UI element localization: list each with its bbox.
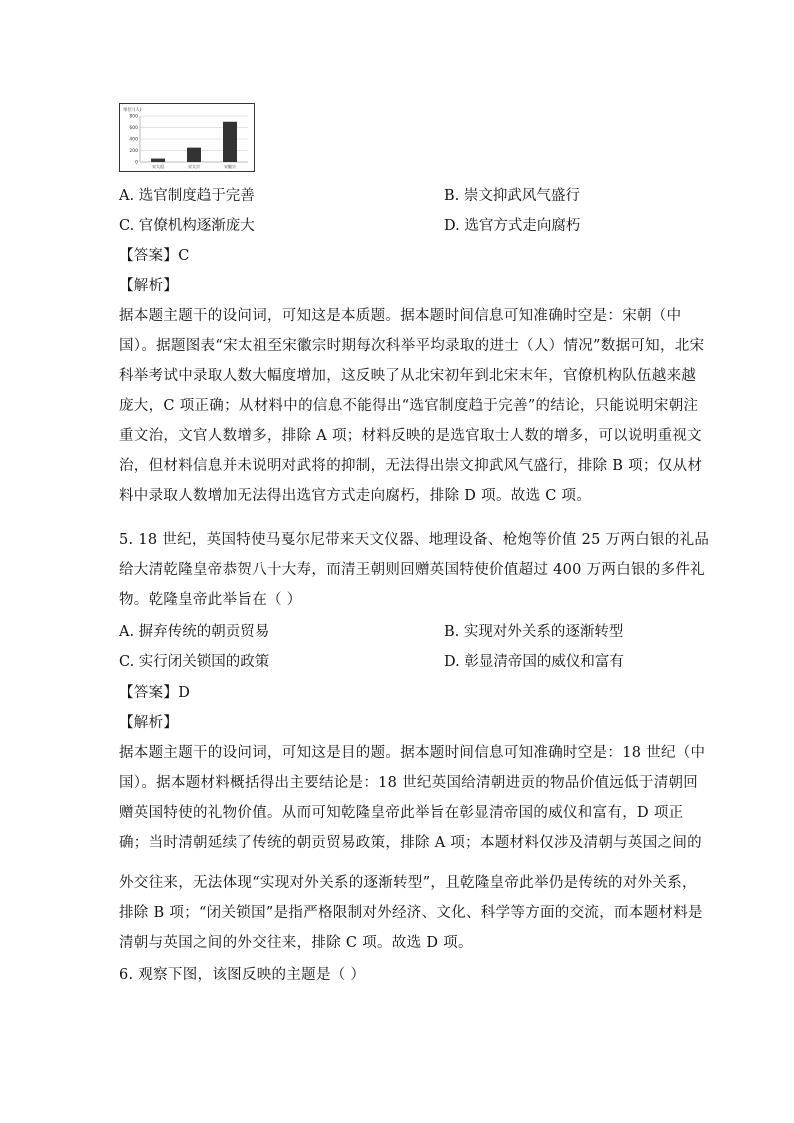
- q5-option-b: B. 实现对外关系的逐渐转型: [444, 624, 624, 640]
- q4-analysis-line: 料中录取人数增加无法得出选官方式走向腐朽，排除 D 项。故选 C 项。: [119, 488, 592, 504]
- chart-x-tick-label: 宋徽宗: [224, 164, 236, 169]
- q4-analysis-line: 重文治，文官人数增多，排除 A 项；材料反映的是选官取士人数的增多，可以说明重视文: [119, 428, 702, 444]
- q5-analysis-line: 清朝与英国之间的外交往来，排除 C 项。故选 D 项。: [119, 935, 473, 951]
- bar-chart-svg: [120, 104, 254, 171]
- chart-y-tick-label: 0: [135, 160, 138, 166]
- q4-analysis-line: 庞大，C 项正确；从材料中的信息不能得出“选官制度趋于完善”的结论，只能说明宋朝注: [119, 398, 699, 414]
- chart-y-ticks: [129, 114, 138, 166]
- bar-chart: [119, 103, 255, 172]
- q5-analysis-line: 排除 B 项；“闭关锁国”是指严格限制对外经济、文化、科学等方面的交流，而本题材料是: [119, 905, 703, 921]
- q5-option-a: A. 摒弃传统的朝贡贸易: [119, 624, 270, 640]
- q5-analysis-line: 赠英国特使的礼物价值。从而可知乾隆皇帝此举旨在彰显清帝国的威仪和富有，D 项正: [119, 805, 684, 821]
- chart-y-tick-label: 400: [129, 137, 138, 143]
- chart-x-tick-label: 宋太祖: [152, 164, 164, 169]
- chart-bar: [223, 122, 237, 162]
- q4-answer: 【答案】C: [119, 248, 190, 264]
- q4-analysis-line: 据本题主题干的设问词，可知这是本质题。据本题时间信息可知准确时空是：宋朝（中: [119, 308, 682, 324]
- q4-analysis-line: 国）。据题图表“宋太祖至宋徽宗时期每次科举平均录取的进士（人）情况”数据可知，北宋: [119, 338, 705, 354]
- chart-bars: [151, 122, 237, 162]
- q4-analysis-line: 治，但材料信息并未说明对武将的抑制，无法得出崇文抑武风气盛行，排除 B 项；仅从材: [119, 458, 703, 474]
- q5-analysis-line: 据本题主题干的设问词，可知这是目的题。据本题时间信息可知准确时空是：18 世纪（中: [119, 745, 706, 761]
- q4-analysis-line: 科举考试中录取人数大幅度增加，这反映了从北宋初年到北宋末年，官僚机构队伍越来越: [119, 368, 697, 384]
- q5-analysis-line: 国）。据本题材料概括得出主要结论是：18 世纪英国给清朝进贡的物品价值远低于清朝回: [119, 775, 699, 791]
- q5-analysis-line: 确；当时清朝延续了传统的朝贡贸易政策，排除 A 项；本题材料仅涉及清朝与英国之间的: [119, 835, 702, 851]
- q4-option-b: B. 崇文抑武风气盛行: [444, 188, 580, 204]
- chart-x-ticks: [152, 163, 236, 169]
- q5-answer: 【答案】D: [119, 685, 191, 701]
- chart-y-tick-label: 200: [129, 149, 138, 154]
- q5-stem-line: 物。乾隆皇帝此举旨在（ ）: [119, 592, 302, 608]
- q4-analysis-title: 【解析】: [119, 278, 179, 294]
- q5-analysis-line: 外交往来，无法体现“实现对外关系的逐渐转型”，且乾隆皇帝此举仍是传统的对外关系，: [119, 875, 697, 891]
- q4-option-d: D. 选官方式走向腐朽: [444, 218, 581, 234]
- q5-option-d: D. 彰显清帝国的威仪和富有: [444, 654, 624, 670]
- q4-option-c: C. 官僚机构逐渐庞大: [119, 218, 255, 234]
- q5-analysis-title: 【解析】: [119, 715, 179, 731]
- chart-x-tick-label: 宋太宗: [188, 164, 200, 169]
- chart-bar: [187, 148, 201, 162]
- chart-y-unit-label: 单位:(人): [123, 108, 142, 113]
- q5-stem-line: 给大清乾隆皇帝恭贺八十大寿，而清王朝则回赠英国特使价值超过 400 万两白银的多件礼: [119, 562, 705, 578]
- chart-bar: [151, 159, 165, 162]
- chart-y-tick-label: 600: [129, 126, 138, 131]
- q5-stem-line: 5. 18 世纪，英国特使马戛尔尼带来天文仪器、地理设备、枪炮等价值 25 万两白银的礼品: [119, 532, 710, 548]
- q4-option-a: A. 选官制度趋于完善: [119, 188, 255, 204]
- q6-stem: 6. 观察下图，该图反映的主题是（ ）: [119, 967, 366, 983]
- chart-y-tick-label: 800: [129, 114, 138, 120]
- q5-option-c: C. 实行闭关锁国的政策: [119, 654, 270, 670]
